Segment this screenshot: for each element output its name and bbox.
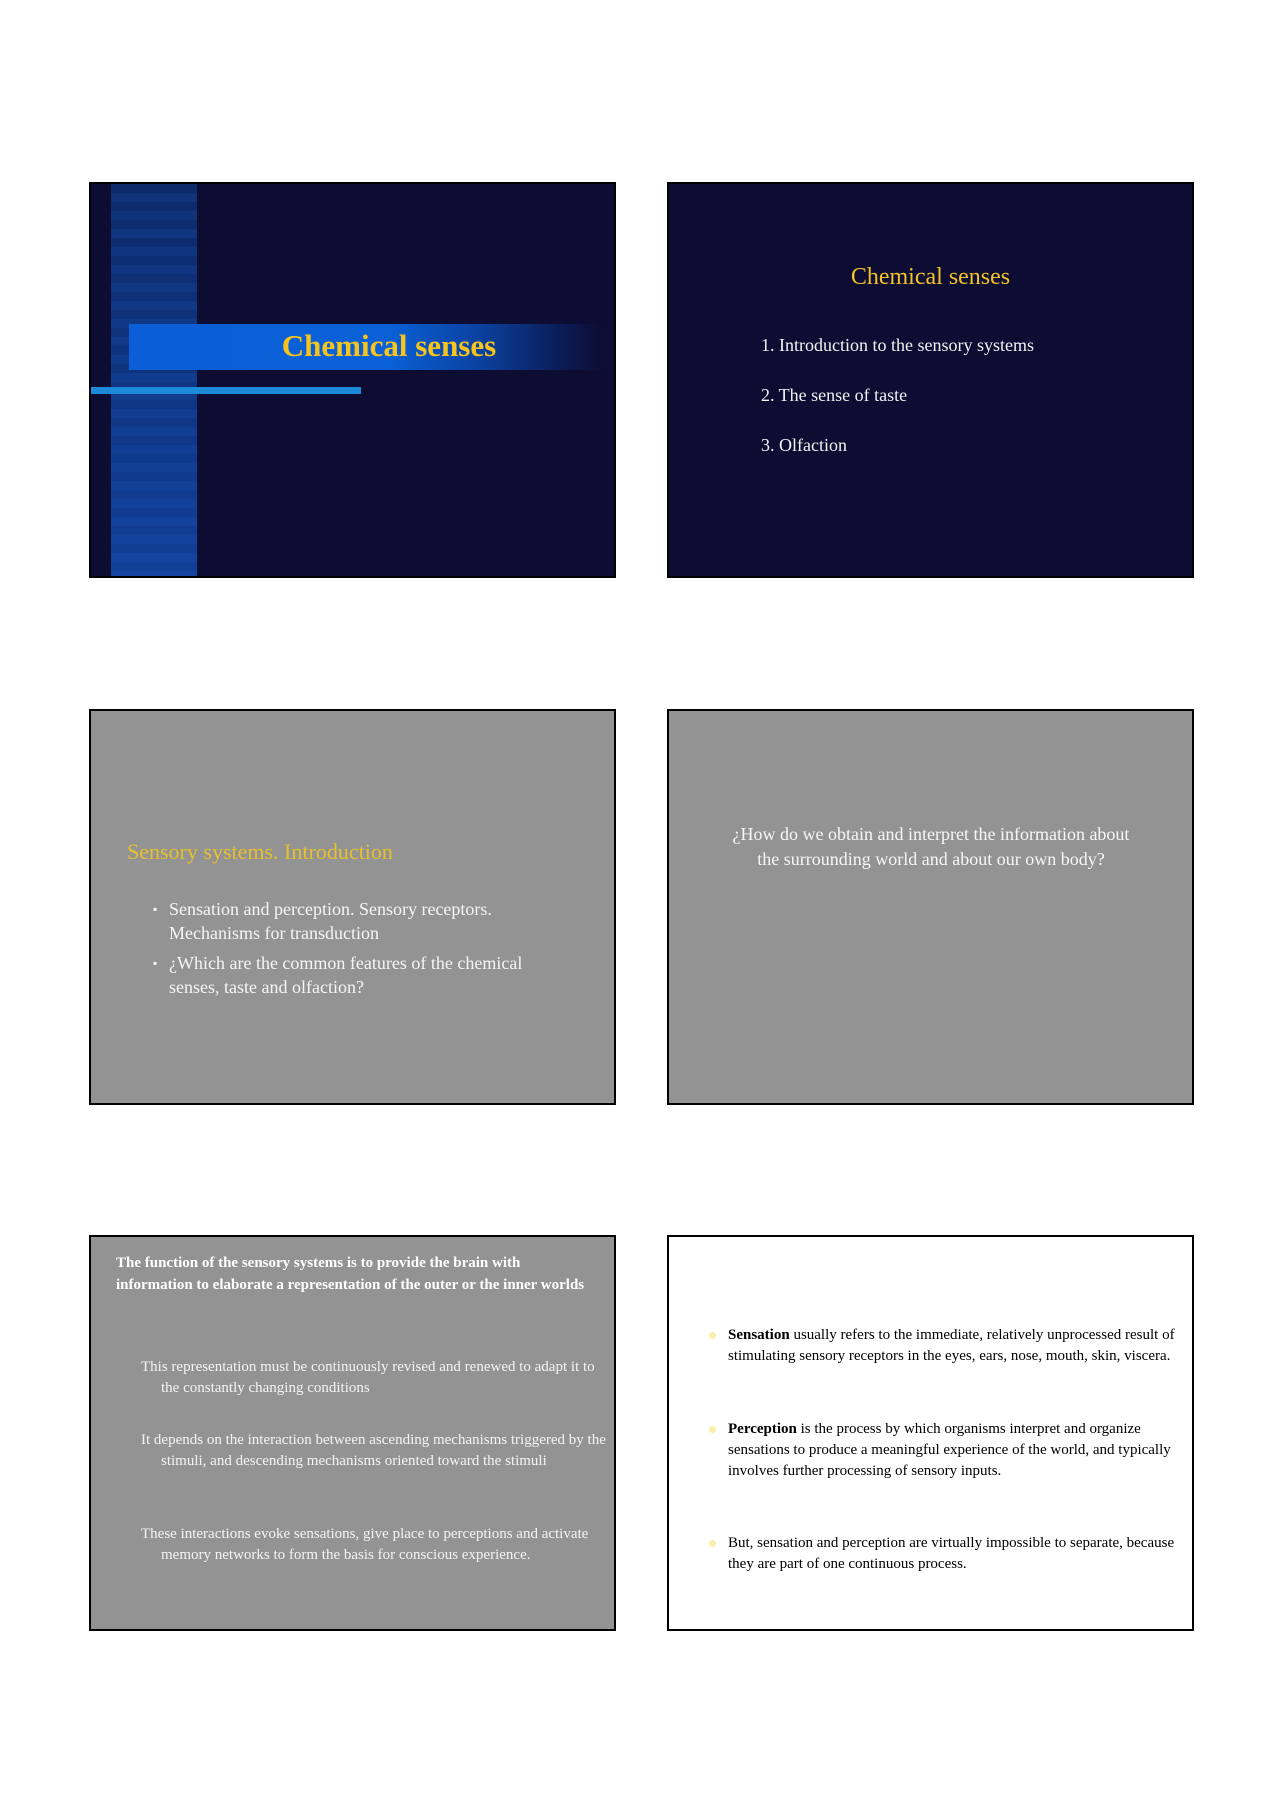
definition-text: usually refers to the immediate, relatively unprocessed result of stimulating sensory receptors in the eyes, ears, nose, mouth, skin, viscera. [728,1327,1175,1364]
slide-title: Sensory systems. Introduction [127,839,393,864]
bullet-dot-icon [709,1332,716,1339]
list-item-text: Sensation and perception. Sensory receptors. Mechanisms for transduction [169,899,492,943]
slide-4-question [667,709,1194,1105]
decorative-line [91,387,361,394]
slide-heading: The function of the sensory systems is to provide the brain with information to elaborate a representation of the outer or the inner worlds [116,1255,585,1293]
bullet-dot-icon [709,1540,716,1547]
definition-list [709,1325,1179,1575]
slide-3-introduction [89,709,616,1105]
decorative-vertical-bar [111,184,197,576]
slide-6-definitions [667,1235,1194,1631]
paragraph: These interactions evoke sensations, give place to perceptions and activate memory networks to form the basis for conscious experience. [141,1526,589,1563]
slide-title: Chemical senses [850,264,1011,290]
outline-item: 1. Introduction to the sensory systems [761,335,1034,355]
slide-1-title [89,182,616,578]
square-bullet-icon: ▪ [153,956,158,970]
list-item [709,1419,1179,1533]
list-item [709,1533,1179,1575]
question-text: ¿How do we obtain and interpret the information about the surrounding world and about our own body? [732,824,1130,869]
list-item [709,1325,1179,1419]
paragraph: This representation must be continuously revised and renewed to adapt it to the constantly changing conditions [141,1359,595,1396]
definition-text: But, sensation and perception are virtually impossible to separate, because they are part of one continuous process. [728,1535,1175,1572]
square-bullet-icon: ▪ [153,902,158,916]
slide-5-function [89,1235,616,1631]
outline-item: 2. The sense of taste [761,385,908,405]
list-item-text: ¿Which are the common features of the chemical senses, taste and olfaction? [169,953,523,997]
bullet-dot-icon [709,1426,716,1433]
outline-list [761,333,1034,483]
definition-text: is the process by which organisms interpret and organize sensations to produce a meaningful experience of the world, and typically involves further processing of sensory inputs. [728,1421,1171,1479]
slide-title: Chemical senses [281,328,497,363]
outline-item: 3. Olfaction [761,435,847,455]
paragraph: It depends on the interaction between ascending mechanisms triggered by the stimuli, and descending mechanisms oriented toward the stimuli [141,1432,606,1469]
slide-2-outline [667,182,1194,578]
term: Perception [728,1421,797,1437]
term: Sensation [728,1327,790,1343]
list-item [153,951,573,999]
bullet-list [153,897,573,1005]
list-item [153,897,573,945]
